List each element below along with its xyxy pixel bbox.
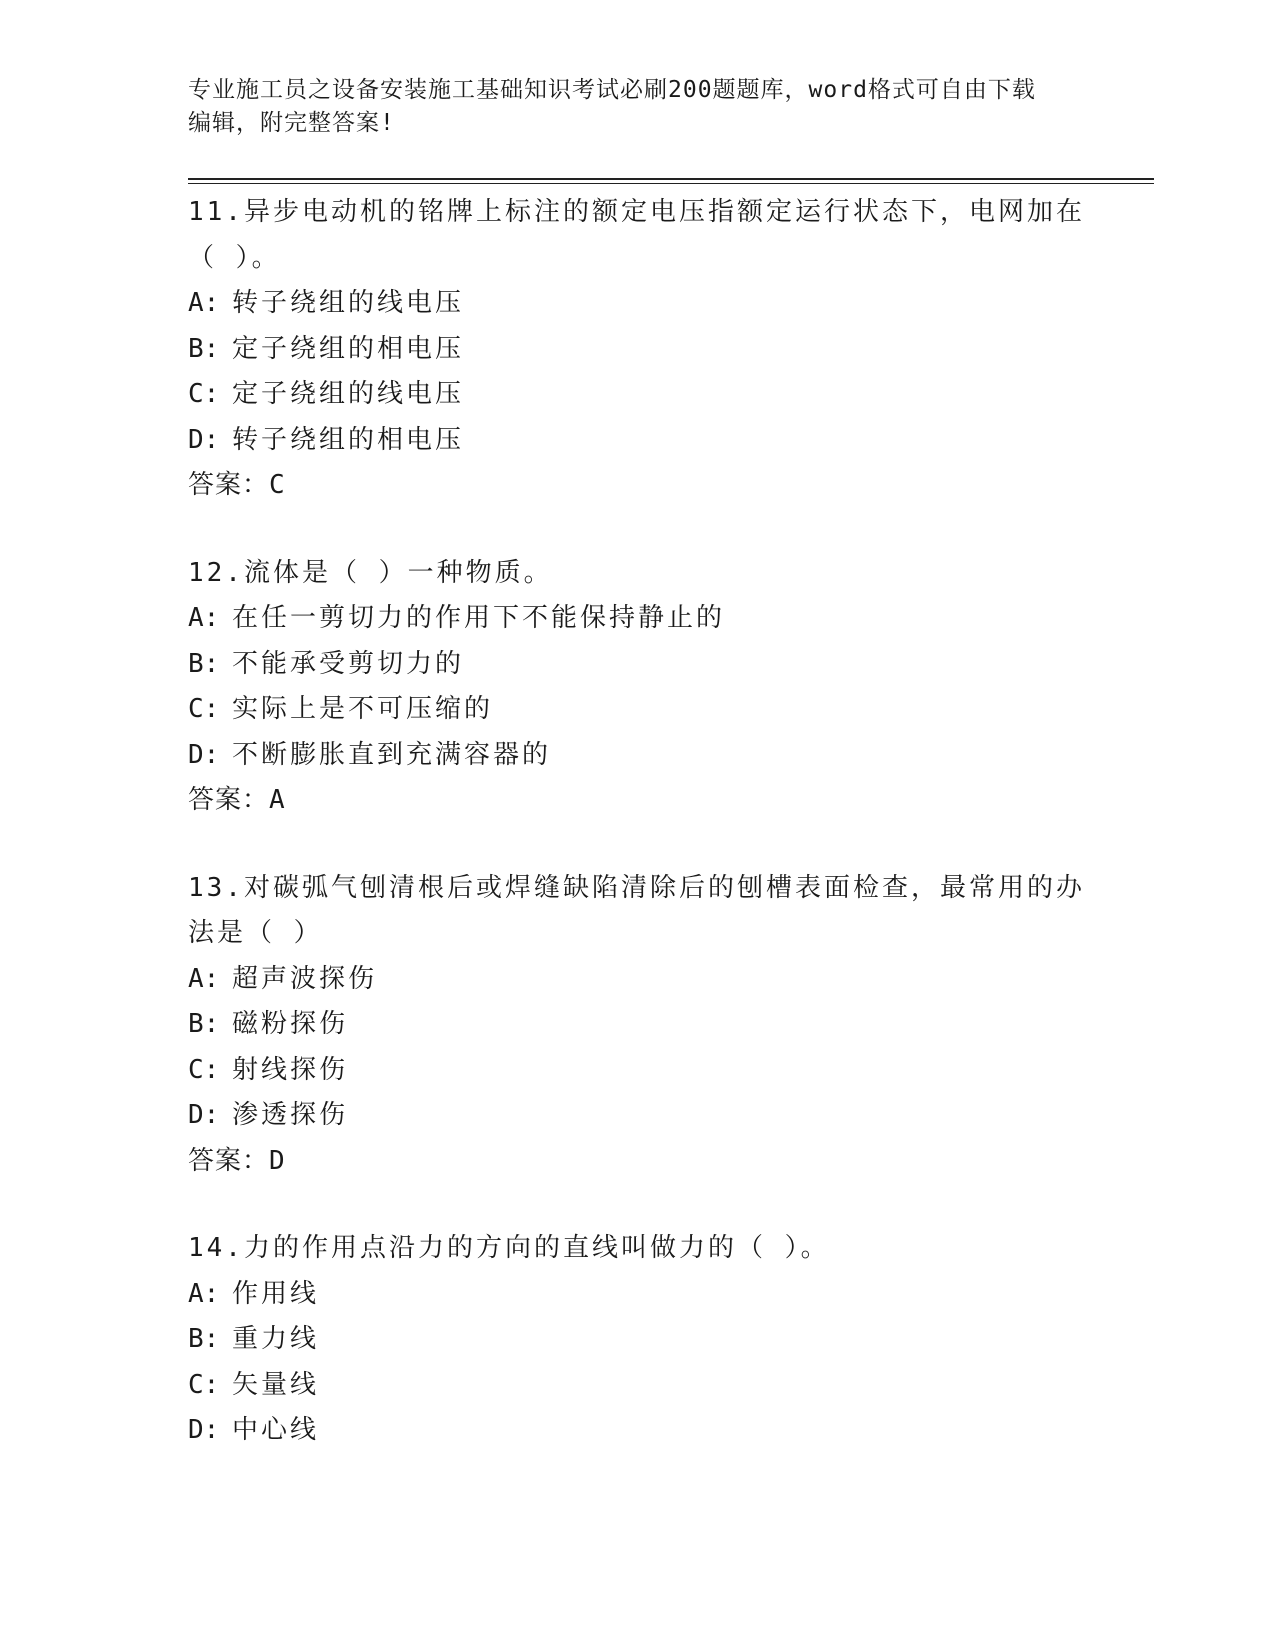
- document-header: [188, 74, 1088, 140]
- option-b: [188, 327, 1088, 373]
- header-divider-thick: [188, 178, 1154, 180]
- header-divider-thin: [188, 183, 1154, 184]
- question-11: [188, 190, 1088, 509]
- header-line-2: 编辑，附完整答案!: [188, 110, 395, 136]
- option-text: 渗透探伤: [232, 1100, 349, 1130]
- option-d: [188, 1408, 1088, 1454]
- option-c: [188, 1363, 1088, 1409]
- option-text: 不断膨胀直到充满容器的: [232, 739, 552, 770]
- option-key: D:: [188, 1415, 220, 1445]
- option-b: [188, 1002, 1088, 1048]
- option-key: A:: [188, 603, 220, 633]
- option-text: 矢量线: [232, 1369, 320, 1400]
- option-text: 作用线: [232, 1278, 320, 1309]
- option-d: [188, 1093, 1088, 1139]
- option-text: 定子绕组的线电压: [232, 379, 465, 409]
- question-text: 力的作用点沿力的方向的直线叫做力的（ ）。: [243, 1233, 830, 1263]
- question-text-continued: 法是（ ）: [188, 918, 323, 948]
- option-text: 不能承受剪切力的: [232, 648, 465, 679]
- option-key: D:: [188, 1100, 220, 1130]
- option-a: [188, 281, 1088, 327]
- option-d: [188, 418, 1088, 464]
- option-text: 定子绕组的相电压: [232, 333, 465, 364]
- option-b: [188, 642, 1088, 688]
- option-key: B:: [188, 1324, 220, 1354]
- option-key: B:: [188, 648, 220, 679]
- option-text: 射线探伤: [232, 1054, 349, 1085]
- option-text: 磁粉探伤: [232, 1009, 349, 1039]
- option-key: C:: [188, 1054, 220, 1085]
- question-13: [188, 866, 1088, 1185]
- question-stem: [188, 551, 1088, 597]
- option-key: B:: [188, 333, 220, 364]
- option-text: 超声波探伤: [232, 963, 378, 994]
- option-key: C:: [188, 694, 220, 724]
- question-text-continued: （ ）。: [188, 242, 281, 273]
- option-d: [188, 733, 1088, 779]
- option-key: A:: [188, 963, 220, 994]
- question-14: [188, 1226, 1088, 1454]
- option-text: 转子绕组的相电压: [232, 424, 465, 455]
- question-text: 异步电动机的铭牌上标注的额定电压指额定运行状态下，电网加在: [243, 197, 1085, 227]
- question-stem: [188, 190, 1088, 236]
- option-text: 实际上是不可压缩的: [232, 694, 494, 724]
- question-number: 14.: [188, 1233, 244, 1263]
- option-b: [188, 1317, 1088, 1363]
- question-list: [188, 190, 1088, 1496]
- option-text: 中心线: [232, 1415, 320, 1445]
- option-key: C:: [188, 1369, 220, 1400]
- option-key: A:: [188, 288, 220, 318]
- option-c: [188, 372, 1088, 418]
- option-c: [188, 687, 1088, 733]
- answer-line: 答案：A: [188, 785, 286, 815]
- question-number: 13.: [188, 872, 244, 903]
- option-key: D:: [188, 739, 220, 770]
- question-number: 12.: [188, 557, 244, 588]
- question-text: 流体是（ ）一种物质。: [243, 557, 553, 588]
- question-number: 11.: [188, 197, 244, 227]
- option-c: [188, 1048, 1088, 1094]
- question-12: [188, 551, 1088, 824]
- option-key: A:: [188, 1278, 220, 1309]
- option-a: [188, 957, 1088, 1003]
- option-key: C:: [188, 379, 220, 409]
- question-stem: [188, 1226, 1088, 1272]
- answer-line: 答案：C: [188, 470, 286, 500]
- option-key: D:: [188, 424, 220, 455]
- answer-line: 答案：D: [188, 1145, 286, 1176]
- question-stem: [188, 866, 1088, 912]
- option-key: B:: [188, 1009, 220, 1039]
- option-a: [188, 596, 1088, 642]
- option-text: 重力线: [232, 1324, 320, 1354]
- option-text: 在任一剪切力的作用下不能保持静止的: [232, 603, 726, 633]
- option-text: 转子绕组的线电压: [232, 288, 465, 318]
- header-line-1: 专业施工员之设备安装施工基础知识考试必刷200题题库，word格式可自由下载: [188, 77, 1036, 103]
- option-a: [188, 1272, 1088, 1318]
- question-text: 对碳弧气刨清根后或焊缝缺陷清除后的刨槽表面检查，最常用的办: [243, 872, 1085, 903]
